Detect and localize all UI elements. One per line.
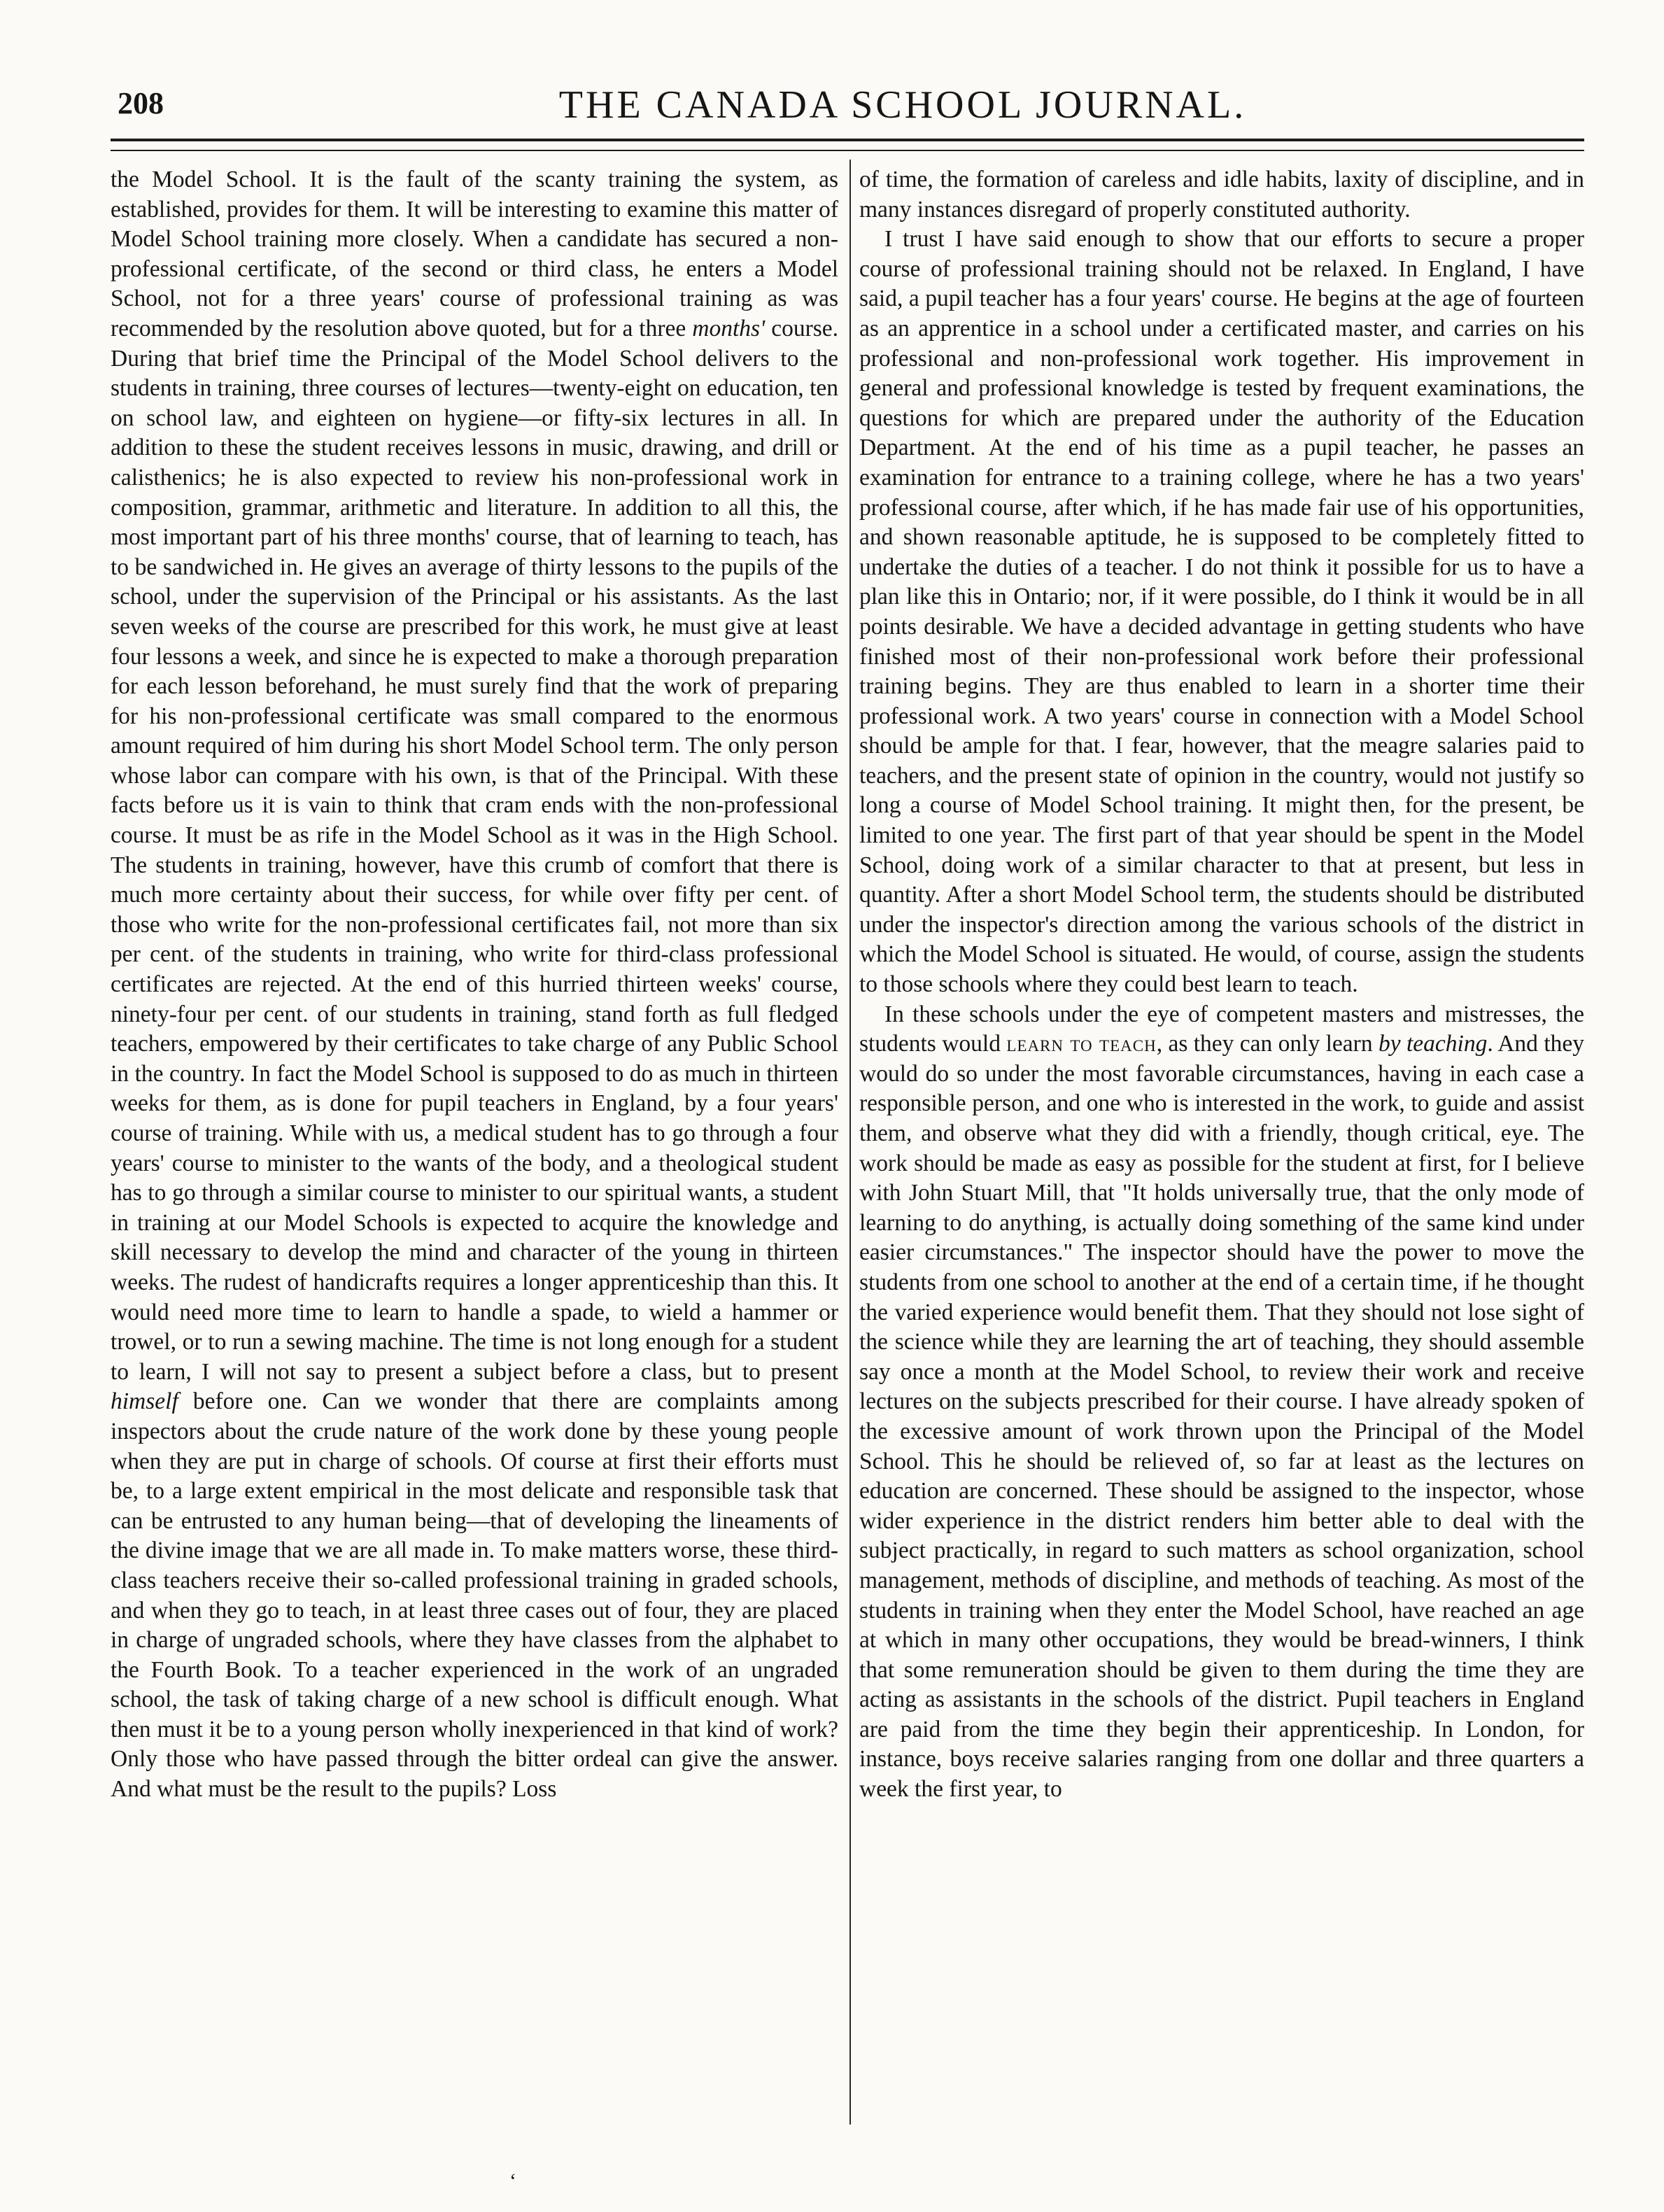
right-paragraph-2: I trust I have said enough to show that our efforts to secure a proper course of professional training should not be relaxed. In England, I have said, a pupil teacher has a four years' course. He begins at the age of fourteen as an apprentice in a school under a certificated master, and carries on his professional and non-professional work together. His improvement in general and professional knowledge is tested by frequent examinations, the questions for which are prepared under the authority of the Education Department. At the end of his time as a pupil teacher, he passes an examination for entrance to a training college, where he has a two years' professional course, after which, if he has made fair use of his opportunities, and shown reasonable aptitude, he is supposed to be completely fitted to undertake the duties of a teacher. I do not think it possible for us to have a plan like this in Ontario; nor, if it were possible, do I think it would be in all points desirable. We have a decided advantage in getting students who have finished most of their non-professional work before their professional training begins. They are thus enabled to learn in a shorter time their professional work. A two years' course in connection with a Model School should be ample for that. I fear, however, that the meagre salaries paid to teachers, and the present state of opinion in the country, would not justify so long a course of Model School training. It might then, for the present, be limited to one year. The first part of that year should be spent in the Model School, doing work of a similar character to that at present, but less in quantity. After a short Model School term, the students should be distributed under the inspector's direction among the various schools of the district in which the Model School is situated. He would, of course, assign the students to those schools where they could best learn to teach.: [859, 226, 1584, 998]
right-column: [859, 165, 1584, 2118]
page-number: 208: [118, 86, 164, 120]
journal-title: THE CANADA SCHOOL JOURNAL.: [558, 83, 1247, 127]
left-column: [111, 165, 838, 2118]
footer-mark: ‘: [509, 2169, 516, 2192]
left-paragraph: the Model School. It is the fault of the scanty training the system, as established, provides for them. It will be interesting to examine this matter of Model School training more closely. When a candidate has secured a non-professional certificate, of the second or third class, he enters a Model School, not for a three years' course of professional training as was recommended by the resolution above quoted, but for a three months' course. During that brief time the Principal of the Model School delivers to the students in training, three courses of lectures—twenty-eight on education, ten on school law, and eighteen on hygiene—or fifty-six lectures in all. In addition to these the student receives lessons in music, drawing, and drill or calisthenics; he is also expected to review his non-professional work in composition, grammar, arithmetic and literature. In addition to all this, the most important part of his three months' course, that of learning to teach, has to be sandwiched in. He gives an average of thirty lessons to the pupils of the school, under the supervision of the Principal or his assistants. As the last seven weeks of the course are prescribed for this work, he must give at least four lessons a week, and since he is expected to make a thorough preparation for each lesson beforehand, he must surely find that the work of preparing for his non-professional certificate was small compared to the enormous amount required of him during his short Model School term. The only person whose labor can compare with his own, is that of the Principal. With these facts before us it is vain to think that cram ends with the non-professional course. It must be as rife in the Model School as it was in the High School. The students in training, however, have this crumb of comfort that there is much more certainty about their success, for while over fifty per cent. of those who write for the non-professional certificates fail, not more than six per cent. of the students in training, who write for third-class professional certificates are rejected. At the end of this hurried thirteen weeks' course, ninety-four per cent. of our students in training, stand forth as full fledged teachers, empowered by their certificates to take charge of any Public School in the country. In fact the Model School is supposed to do as much in thirteen weeks for them, as is done for pupil teachers in England, by a four years' course of training. While with us, a medical student has to go through a four years' course to minister to the wants of the body, and a theological student has to go through a similar course to minister to our spiritual wants, a student in training at our Model Schools is expected to acquire the knowledge and skill necessary to develop the mind and character of the young in thirteen weeks. The rudest of handicrafts requires a longer apprenticeship than this. It would need more time to learn to handle a spade, to wield a hammer or trowel, or to run a sewing machine. The time is not long enough for a student to learn, I will not say to present a subject before a class, but to present himself before one. Can we wonder that there are complaints among inspectors about the crude nature of the work done by these young people when they are put in charge of schools. Of course at first their efforts must be, to a large extent empirical in the most delicate and responsible task that can be entrusted to any human being—that of developing the lineaments of the divine image that we are all made in. To make matters worse, these third-class teachers receive their so-called professional training in graded schools, and when they go to teach, in at least three cases out of four, they are placed in charge of ungraded schools, where they have classes from the alphabet to the Fourth Book. To a teacher experienced in the work of an ungraded school, the task of taking charge of a new school is difficult enough. What then must it be to a young person wholly inexperienced in that kind of work? Only those who have passed through the bitter ordeal can give the answer. And what must be the result to the pupils? Loss: [111, 167, 838, 1803]
right-paragraph-1: of time, the formation of careless and idle habits, laxity of discipline, and in many instances disregard of properly constituted authority.: [859, 167, 1584, 223]
column-divider: [849, 160, 851, 2125]
right-paragraph-3: In these schools under the eye of competent masters and mistresses, the students would learn to teach, as they can only learn by teaching. And they would do so under the most favorable circumstances, having in each case a responsible person, and one who is interested in the work, to guide and assist them, and observe what they did with a friendly, though critical, eye. The work should be made as easy as possible for the student at first, for I believe with John Stuart Mill, that "It holds universally true, that the only mode of learning to do anything, is actually doing something of the same kind under easier circumstances." The inspector should have the power to move the students from one school to another at the end of a certain time, if he thought the varied experience would benefit them. That they should not lose sight of the science while they are learning the art of teaching, they should assemble say once a month at the Model School, to review their work and receive lectures on the subjects prescribed for their course. I have already spoken of the excessive amount of work thrown upon the Principal of the Model School. This he should be relieved of, so far at least as the lectures on education are concerned. These should be assigned to the inspector, whose wider experience in the district renders him better able to deal with the subject practically, in regard to such matters as school organization, school management, methods of discipline, and methods of teaching. As most of the students in training when they enter the Model School, have reached an age at which in many other occupations, they would be bread-winners, I think that some remuneration should be given to them during the time they are acting as assistants in the schools of the district. Pupil teachers in England are paid from the time they begin their apprenticeship. In London, for instance, boys receive salaries ranging from one dollar and three quarters a week the first year, to: [859, 1001, 1584, 1803]
header-rule-thin: [111, 150, 1584, 151]
header-rule-thick: [111, 139, 1584, 141]
